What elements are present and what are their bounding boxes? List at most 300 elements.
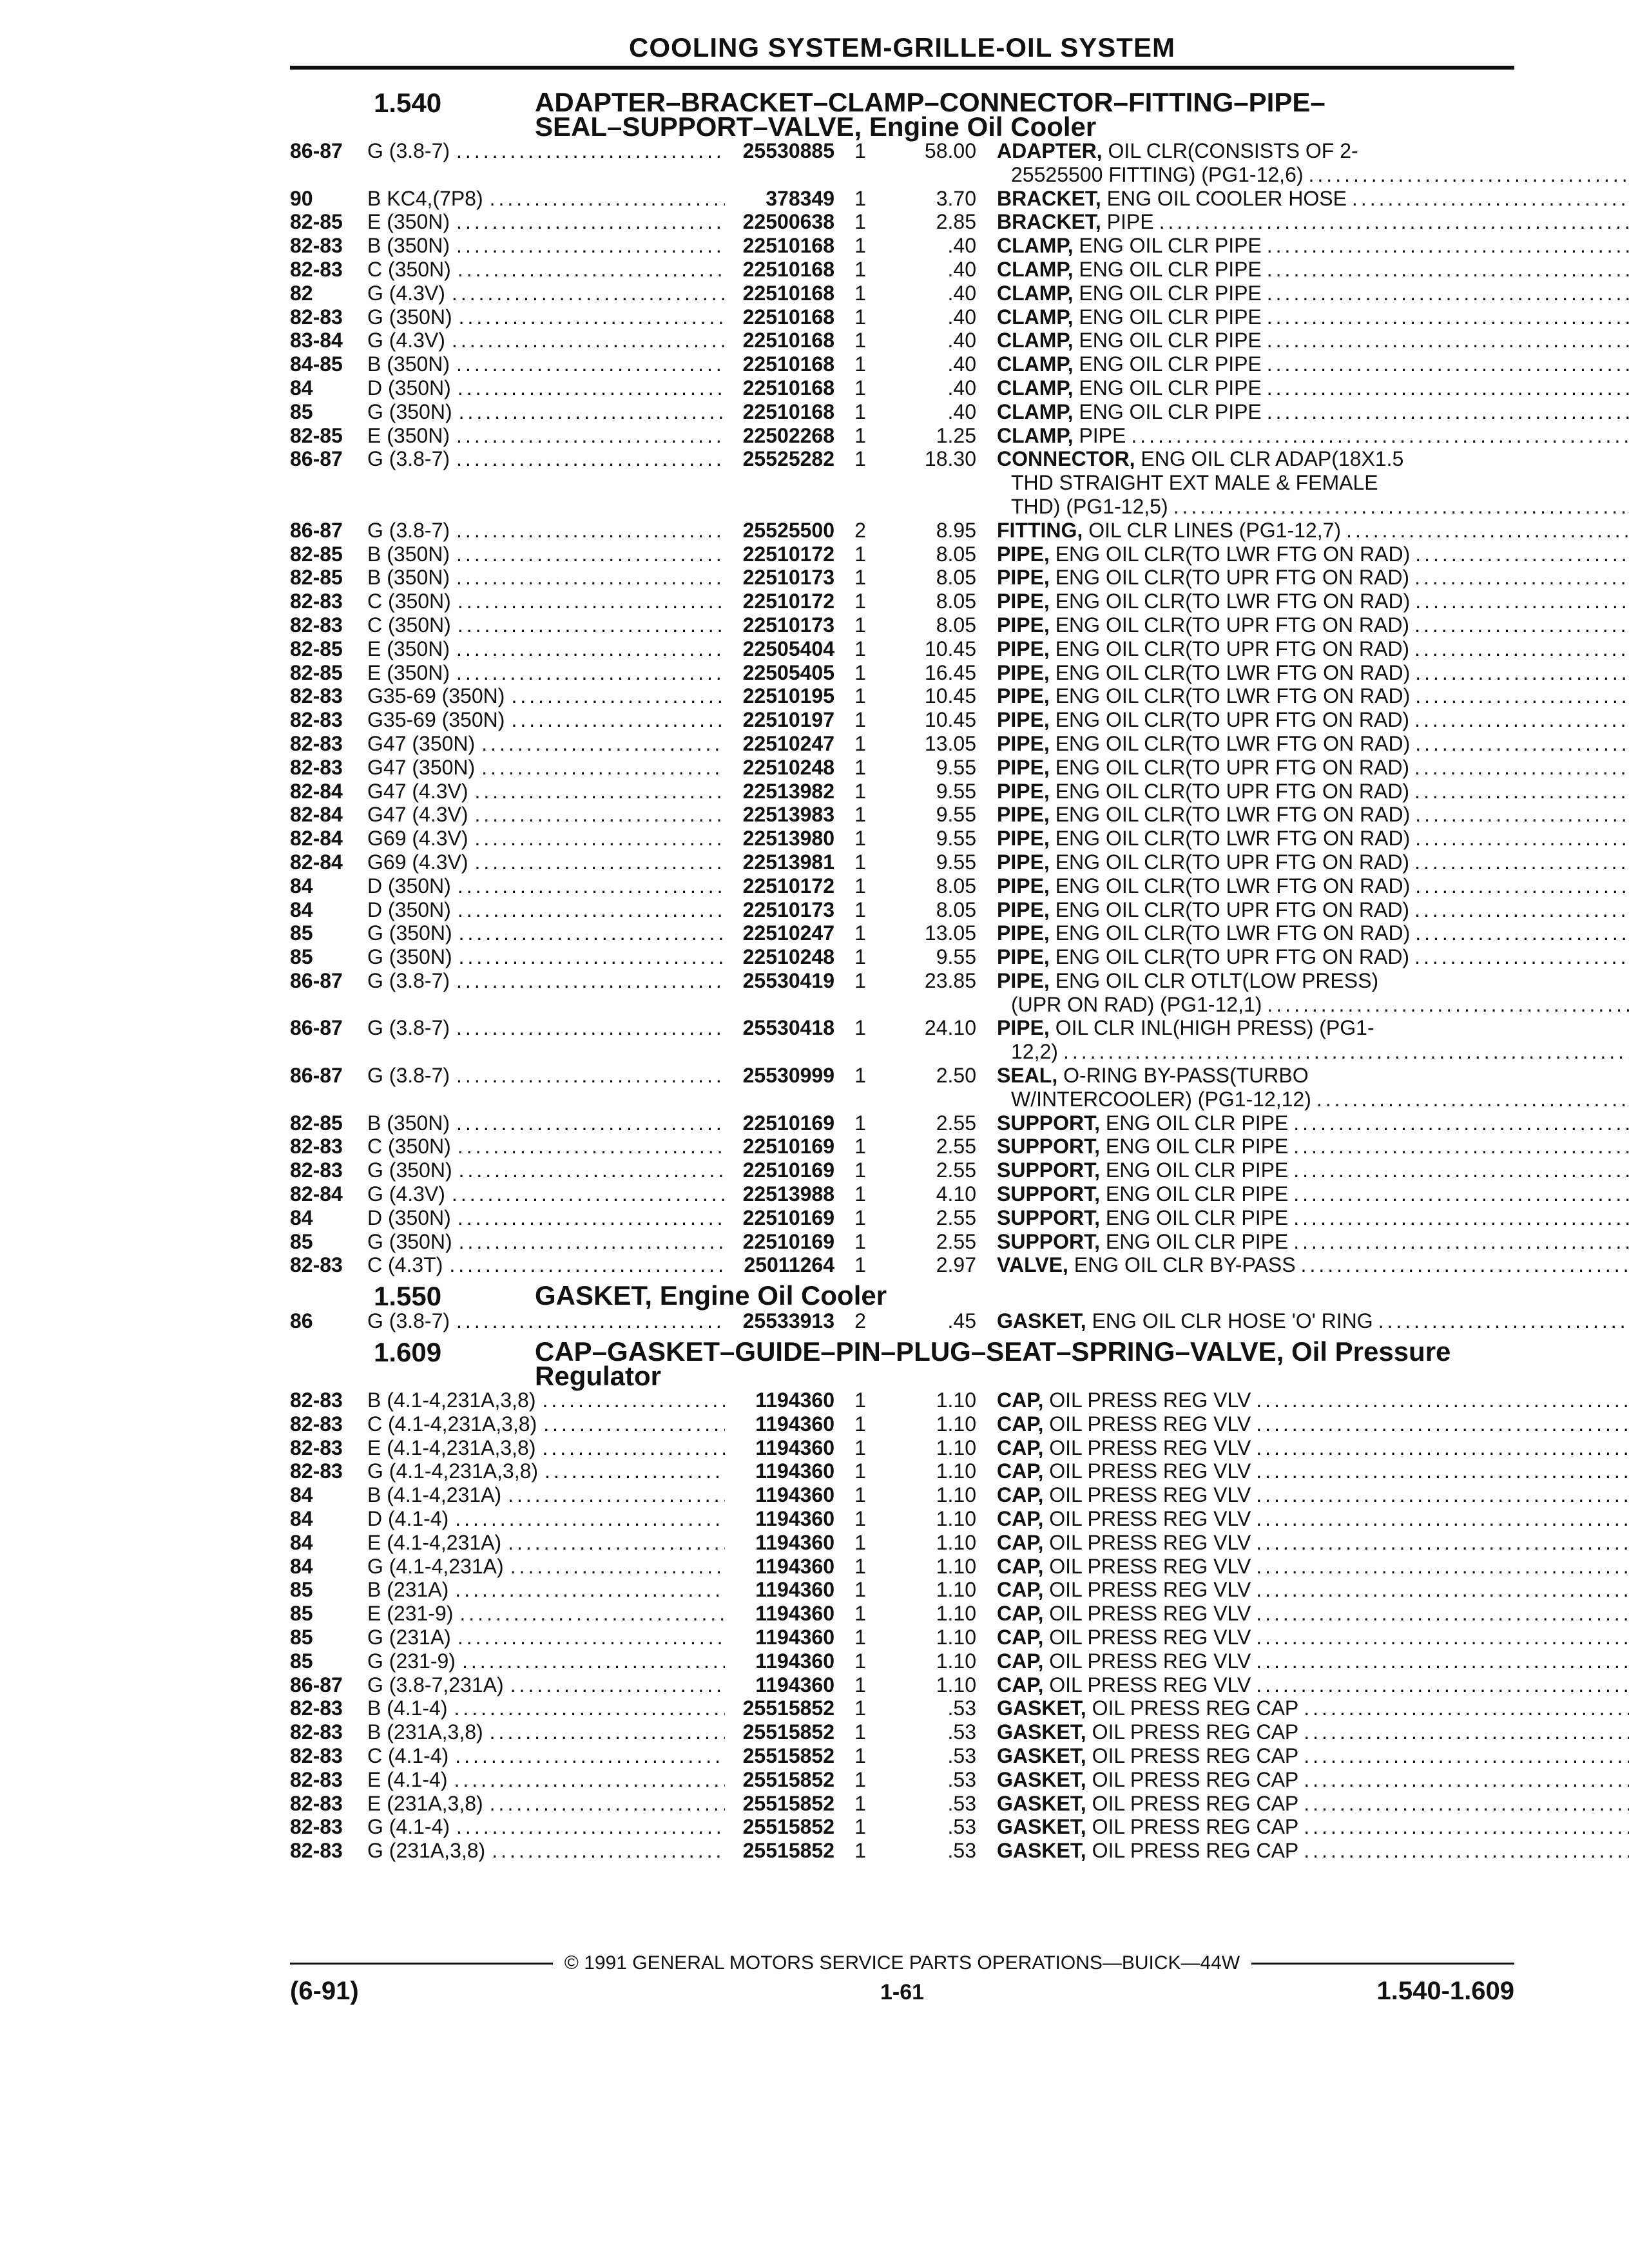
description-text: OIL PRESS REG CAP bbox=[1086, 1839, 1299, 1863]
part-number: 1194360 bbox=[755, 1554, 834, 1578]
description-line bbox=[997, 376, 1629, 400]
part-name: CAP, bbox=[997, 1507, 1044, 1531]
model-code bbox=[367, 1412, 725, 1436]
quantity: 1 bbox=[854, 1229, 866, 1253]
description-text: ENG OIL CLR PIPE bbox=[1073, 329, 1262, 352]
description-text: ENG OIL CLR(TO UPR FTG ON RAD) bbox=[1049, 637, 1410, 660]
part-number: 22513983 bbox=[742, 803, 834, 827]
part-number: 25515852 bbox=[742, 1744, 834, 1767]
leader-dots bbox=[450, 969, 725, 993]
quantity: 1 bbox=[854, 1744, 866, 1767]
part-row bbox=[290, 305, 1514, 329]
leader-dots bbox=[1058, 1040, 1629, 1064]
model-code bbox=[367, 1206, 725, 1230]
leader-dots bbox=[1298, 1768, 1629, 1792]
model-code-text: C (350N) bbox=[367, 1135, 451, 1158]
model-code-text: G (3.8-7) bbox=[367, 1309, 450, 1333]
model-years: 84 bbox=[290, 898, 313, 921]
model-years: 83-84 bbox=[290, 329, 343, 352]
part-number: 25530418 bbox=[742, 1016, 834, 1040]
price: 4.10 bbox=[936, 1182, 976, 1206]
part-row bbox=[290, 756, 1514, 780]
part-number: 22510197 bbox=[742, 708, 834, 732]
leader-dots bbox=[445, 282, 725, 305]
model-code bbox=[367, 708, 725, 732]
part-description bbox=[976, 1064, 1629, 1111]
section-title bbox=[535, 1280, 1514, 1311]
description-line bbox=[997, 1839, 1629, 1863]
model-code-text: G (350N) bbox=[367, 399, 452, 423]
section-number: 1.540 bbox=[374, 88, 442, 118]
leader-dots bbox=[1298, 1792, 1629, 1816]
part-description bbox=[976, 1483, 1629, 1507]
section-title-line: GASKET, Engine Oil Cooler bbox=[535, 1280, 887, 1311]
description-text: OIL PRESS REG VLV bbox=[1043, 1412, 1251, 1436]
model-code-text: D (4.1-4) bbox=[367, 1507, 449, 1531]
leader-dots bbox=[1251, 1602, 1629, 1626]
part-name: CAP, bbox=[997, 1483, 1044, 1507]
leader-dots bbox=[483, 1720, 725, 1744]
model-years: 82-83 bbox=[290, 1459, 343, 1483]
price: 1.10 bbox=[936, 1578, 976, 1602]
part-name: PIPE, bbox=[997, 1016, 1050, 1040]
part-number: 22510248 bbox=[742, 755, 834, 779]
part-number: 22510168 bbox=[742, 234, 834, 258]
description-line bbox=[997, 471, 1629, 495]
description-line bbox=[997, 827, 1629, 850]
price: 1.10 bbox=[936, 1436, 976, 1459]
price: 10.45 bbox=[924, 637, 976, 660]
model-code bbox=[367, 187, 725, 211]
price: .45 bbox=[947, 1309, 976, 1333]
leader-dots bbox=[483, 187, 725, 211]
model-years: 82-83 bbox=[290, 731, 343, 755]
description-line bbox=[997, 993, 1629, 1017]
part-row bbox=[290, 1309, 1514, 1333]
leader-dots bbox=[1251, 1626, 1629, 1649]
part-row bbox=[290, 1459, 1514, 1483]
model-code bbox=[367, 1230, 725, 1254]
price: .53 bbox=[947, 1720, 976, 1744]
quantity: 1 bbox=[854, 1696, 866, 1720]
part-row bbox=[290, 1389, 1514, 1412]
model-code bbox=[367, 1483, 725, 1507]
leader-dots bbox=[1262, 993, 1629, 1017]
part-row bbox=[290, 400, 1514, 424]
quantity: 1 bbox=[854, 186, 866, 210]
part-row bbox=[290, 661, 1514, 685]
part-number: 25515852 bbox=[742, 1720, 834, 1744]
part-row bbox=[290, 447, 1514, 518]
price: 2.55 bbox=[936, 1206, 976, 1229]
model-code-text: B (350N) bbox=[367, 1111, 450, 1135]
model-code-text: G (3.8-7) bbox=[367, 139, 450, 162]
part-row bbox=[290, 1507, 1514, 1531]
model-years: 85 bbox=[290, 1649, 313, 1673]
part-name: CLAMP, bbox=[997, 329, 1074, 352]
description-text: O-RING BY-PASS(TURBO bbox=[1057, 1064, 1309, 1088]
model-code bbox=[367, 1768, 725, 1792]
section-header bbox=[290, 87, 1514, 142]
model-code-text: G (3.8-7) bbox=[367, 447, 450, 471]
leader-dots bbox=[450, 1016, 725, 1040]
model-code-text: G (350N) bbox=[367, 921, 452, 945]
model-years: 84-85 bbox=[290, 352, 343, 376]
leader-dots bbox=[501, 1531, 725, 1555]
price: 10.45 bbox=[924, 684, 976, 708]
leader-dots bbox=[452, 1158, 725, 1182]
leader-dots bbox=[1410, 732, 1629, 756]
part-row bbox=[290, 590, 1514, 613]
price: 2.55 bbox=[936, 1158, 976, 1182]
leader-dots bbox=[450, 424, 725, 448]
quantity: 1 bbox=[854, 376, 866, 399]
leader-dots bbox=[451, 1206, 725, 1230]
model-code bbox=[367, 827, 725, 850]
model-code-text: G (4.3V) bbox=[367, 1182, 445, 1206]
part-number: 22510172 bbox=[742, 542, 834, 566]
model-years: 86-87 bbox=[290, 1673, 343, 1696]
leader-dots bbox=[450, 234, 725, 258]
model-years: 82-83 bbox=[290, 1839, 343, 1863]
leader-dots bbox=[1298, 1815, 1629, 1839]
quantity: 1 bbox=[854, 234, 866, 258]
part-name: PIPE, bbox=[997, 779, 1050, 803]
model-code bbox=[367, 590, 725, 613]
description-text: OIL PRESS REG VLV bbox=[1043, 1530, 1251, 1554]
price: 2.55 bbox=[936, 1135, 976, 1158]
model-years: 82-83 bbox=[290, 1767, 343, 1791]
leader-dots bbox=[450, 1111, 725, 1135]
model-code bbox=[367, 519, 725, 543]
price: .53 bbox=[947, 1839, 976, 1863]
part-description bbox=[976, 1531, 1629, 1555]
price: 8.05 bbox=[936, 613, 976, 637]
price: .53 bbox=[947, 1696, 976, 1720]
part-description bbox=[976, 1412, 1629, 1436]
part-row bbox=[290, 1649, 1514, 1673]
leader-dots bbox=[450, 1064, 725, 1088]
model-code bbox=[367, 447, 725, 471]
quantity: 1 bbox=[854, 329, 866, 352]
model-code bbox=[367, 1436, 725, 1460]
description-text: ENG OIL CLR(TO LWR FTG ON RAD) bbox=[1049, 731, 1411, 755]
price: 9.55 bbox=[936, 779, 976, 803]
model-code-text: G (350N) bbox=[367, 1229, 452, 1253]
description-line bbox=[997, 613, 1629, 637]
model-code bbox=[367, 1531, 725, 1555]
model-code bbox=[367, 329, 725, 352]
description-line bbox=[997, 447, 1629, 471]
model-code bbox=[367, 234, 725, 258]
leader-dots bbox=[1410, 921, 1629, 945]
leader-dots bbox=[443, 1253, 725, 1277]
leader-dots bbox=[451, 613, 725, 637]
model-code bbox=[367, 850, 725, 874]
model-code-text: B (4.1-4) bbox=[367, 1696, 448, 1720]
part-description bbox=[976, 898, 1629, 922]
description-line bbox=[997, 1206, 1629, 1230]
part-description bbox=[976, 329, 1629, 352]
description-line bbox=[997, 1135, 1629, 1158]
description-text: ENG OIL CLR ADAP(18X1.5 bbox=[1135, 447, 1404, 471]
header-rule bbox=[290, 66, 1514, 70]
part-number: 1194360 bbox=[755, 1436, 834, 1459]
model-code-text: G (4.1-4,231A) bbox=[367, 1554, 504, 1578]
model-code bbox=[367, 1253, 725, 1277]
part-name: PIPE, bbox=[997, 660, 1050, 684]
part-row bbox=[290, 1578, 1514, 1602]
description-line bbox=[997, 1815, 1629, 1839]
leader-dots bbox=[1409, 780, 1629, 803]
part-row bbox=[290, 1436, 1514, 1460]
part-description bbox=[976, 732, 1629, 756]
part-name: CAP, bbox=[997, 1602, 1044, 1626]
part-name: GASKET, bbox=[997, 1815, 1086, 1839]
description-text: ENG OIL COOLER HOSE bbox=[1101, 186, 1347, 210]
description-text: OIL PRESS REG CAP bbox=[1086, 1696, 1299, 1720]
price: .40 bbox=[947, 257, 976, 281]
part-number: 378349 bbox=[766, 186, 834, 210]
quantity: 1 bbox=[854, 566, 866, 590]
leader-dots bbox=[1347, 187, 1629, 211]
model-code-text: G47 (4.3V) bbox=[367, 779, 468, 803]
model-code-text: D (350N) bbox=[367, 898, 451, 921]
price: 1.10 bbox=[936, 1507, 976, 1531]
quantity: 1 bbox=[854, 1602, 866, 1626]
model-years: 82-83 bbox=[290, 305, 343, 329]
description-text: OIL PRESS REG CAP bbox=[1086, 1791, 1299, 1815]
description-line bbox=[997, 637, 1629, 661]
leader-dots bbox=[450, 519, 725, 543]
part-row bbox=[290, 1626, 1514, 1649]
part-name: CAP, bbox=[997, 1530, 1044, 1554]
section-title bbox=[535, 87, 1514, 142]
price: 9.55 bbox=[936, 850, 976, 874]
leader-dots bbox=[1410, 827, 1629, 850]
description-text: ENG OIL CLR(TO LWR FTG ON RAD) bbox=[1049, 542, 1411, 566]
part-description bbox=[976, 1016, 1629, 1064]
price: 10.45 bbox=[924, 708, 976, 732]
part-row bbox=[290, 1720, 1514, 1744]
quantity: 1 bbox=[854, 850, 866, 874]
model-years: 84 bbox=[290, 1483, 313, 1507]
leader-dots bbox=[1251, 1578, 1629, 1602]
description-line bbox=[997, 1088, 1629, 1111]
model-code bbox=[367, 1555, 725, 1579]
part-description bbox=[976, 684, 1629, 708]
description-text: THD STRAIGHT EXT MALE & FEMALE bbox=[1011, 471, 1378, 495]
description-text: ENG OIL CLR(TO LWR FTG ON RAD) bbox=[1049, 921, 1411, 945]
part-description bbox=[976, 1230, 1629, 1254]
model-years: 82-83 bbox=[290, 1744, 343, 1767]
leader-dots bbox=[451, 1626, 725, 1649]
part-name: SEAL, bbox=[997, 1064, 1058, 1088]
model-code bbox=[367, 305, 725, 329]
model-code-text: G (4.1-4,231A,3,8) bbox=[367, 1459, 539, 1483]
description-text: ENG OIL CLR(TO UPR FTG ON RAD) bbox=[1049, 850, 1410, 874]
model-years: 82-85 bbox=[290, 637, 343, 660]
price: 2.55 bbox=[936, 1229, 976, 1253]
price: .40 bbox=[947, 281, 976, 305]
description-text: ENG OIL CLR HOSE 'O' RING bbox=[1086, 1309, 1373, 1333]
model-code bbox=[367, 1016, 725, 1040]
part-name: SUPPORT, bbox=[997, 1229, 1101, 1253]
part-name: GASKET, bbox=[997, 1309, 1086, 1333]
model-years: 84 bbox=[290, 1206, 313, 1229]
part-number: 22510247 bbox=[742, 731, 834, 755]
description-line bbox=[997, 756, 1629, 780]
price: 23.85 bbox=[924, 968, 976, 992]
part-number: 1194360 bbox=[755, 1602, 834, 1626]
description-text: (UPR ON RAD) (PG1-12,1) bbox=[1011, 992, 1262, 1016]
price: 1.10 bbox=[936, 1459, 976, 1483]
model-code-text: G (231A) bbox=[367, 1626, 451, 1649]
description-line bbox=[997, 352, 1629, 376]
part-row bbox=[290, 234, 1514, 258]
part-description bbox=[976, 1436, 1629, 1460]
part-name: GASKET, bbox=[997, 1720, 1086, 1744]
quantity: 2 bbox=[854, 518, 866, 542]
model-code bbox=[367, 780, 725, 803]
model-code bbox=[367, 803, 725, 827]
description-text: OIL CLR INL(HIGH PRESS) (PG1- bbox=[1049, 1016, 1374, 1040]
part-number: 22510195 bbox=[742, 684, 834, 708]
leader-dots bbox=[483, 1792, 725, 1816]
quantity: 1 bbox=[854, 803, 866, 827]
model-code-text: B (4.1-4,231A,3,8) bbox=[367, 1389, 536, 1412]
description-text: ENG OIL CLR PIPE bbox=[1073, 234, 1262, 258]
model-years: 82-83 bbox=[290, 1696, 343, 1720]
model-years: 82-83 bbox=[290, 684, 343, 708]
quantity: 1 bbox=[854, 1436, 866, 1459]
model-years: 82-83 bbox=[290, 755, 343, 779]
part-row bbox=[290, 921, 1514, 945]
part-row bbox=[290, 874, 1514, 898]
model-code bbox=[367, 282, 725, 305]
model-years: 85 bbox=[290, 1626, 313, 1649]
model-years: 86 bbox=[290, 1309, 313, 1333]
leader-dots bbox=[448, 1744, 725, 1768]
part-name: SUPPORT, bbox=[997, 1135, 1101, 1158]
section-title-line: Regulator bbox=[535, 1361, 662, 1392]
description-text: ENG OIL CLR PIPE bbox=[1073, 376, 1262, 399]
part-number: 22510168 bbox=[742, 329, 834, 352]
part-number: 22510168 bbox=[742, 376, 834, 399]
part-name: PIPE, bbox=[997, 542, 1050, 566]
quantity: 1 bbox=[854, 1412, 866, 1436]
price: .40 bbox=[947, 329, 976, 352]
price: 8.95 bbox=[936, 518, 976, 542]
part-description bbox=[976, 1578, 1629, 1602]
leader-dots bbox=[451, 258, 725, 282]
description-text: OIL PRESS REG VLV bbox=[1043, 1436, 1251, 1459]
description-text: PIPE bbox=[1101, 210, 1154, 234]
section-title-line: CAP–GASKET–GUIDE–PIN–PLUG–SEAT–SPRING–VALVE, Oil Pressure bbox=[535, 1336, 1451, 1367]
price: 18.30 bbox=[924, 447, 976, 471]
quantity: 1 bbox=[854, 898, 866, 921]
description-line bbox=[997, 234, 1629, 258]
leader-dots bbox=[1262, 329, 1629, 352]
description-text: ENG OIL CLR PIPE bbox=[1100, 1135, 1289, 1158]
description-text: OIL PRESS REG VLV bbox=[1043, 1389, 1251, 1412]
part-description bbox=[976, 945, 1629, 969]
model-years: 82-83 bbox=[290, 1815, 343, 1839]
model-years: 82-83 bbox=[290, 1389, 343, 1412]
quantity: 1 bbox=[854, 637, 866, 660]
description-line bbox=[997, 1436, 1629, 1460]
part-description bbox=[976, 1626, 1629, 1649]
part-name: PIPE, bbox=[997, 968, 1050, 992]
description-line bbox=[997, 566, 1629, 590]
price: .40 bbox=[947, 234, 976, 258]
part-name: VALVE, bbox=[997, 1253, 1068, 1277]
description-text: ENG OIL CLR OTLT(LOW PRESS) bbox=[1049, 968, 1379, 992]
part-description bbox=[976, 1696, 1629, 1720]
part-name: PIPE, bbox=[997, 850, 1050, 874]
model-code-text: G47 (4.3V) bbox=[367, 803, 468, 827]
part-description bbox=[976, 1111, 1629, 1135]
leader-dots bbox=[448, 1507, 725, 1531]
description-text: OIL PRESS REG VLV bbox=[1043, 1507, 1251, 1531]
price: 24.10 bbox=[924, 1016, 976, 1040]
part-row bbox=[290, 708, 1514, 732]
leader-dots bbox=[445, 329, 725, 352]
description-line bbox=[997, 187, 1629, 211]
description-text: ENG OIL CLR PIPE bbox=[1073, 257, 1262, 281]
description-line bbox=[997, 1016, 1629, 1040]
part-row bbox=[290, 282, 1514, 305]
quantity: 1 bbox=[854, 945, 866, 969]
model-code-text: E (231A,3,8) bbox=[367, 1791, 483, 1815]
leader-dots bbox=[451, 1135, 725, 1158]
model-code-text: B (4.1-4,231A) bbox=[367, 1483, 502, 1507]
quantity: 1 bbox=[854, 1626, 866, 1649]
leader-dots bbox=[1311, 1088, 1629, 1111]
model-code bbox=[367, 258, 725, 282]
section-title-line: ADAPTER–BRACKET–CLAMP–CONNECTOR–FITTING–PIPE– bbox=[535, 87, 1325, 117]
model-code-text: E (4.1-4,231A,3,8) bbox=[367, 1436, 536, 1459]
description-text: 12,2) bbox=[1011, 1040, 1058, 1064]
model-years: 82-83 bbox=[290, 613, 343, 637]
model-code-text: G (231A,3,8) bbox=[367, 1839, 486, 1863]
model-years: 82-85 bbox=[290, 210, 343, 234]
part-number: 1194360 bbox=[755, 1673, 834, 1696]
model-years: 82-83 bbox=[290, 1158, 343, 1182]
part-description bbox=[976, 1309, 1629, 1333]
description-text: OIL PRESS REG VLV bbox=[1043, 1649, 1251, 1673]
part-number: 22510168 bbox=[742, 305, 834, 329]
model-code bbox=[367, 945, 725, 969]
part-name: BRACKET, bbox=[997, 186, 1101, 210]
leader-dots bbox=[1409, 566, 1629, 590]
description-text: ENG OIL CLR(TO LWR FTG ON RAD) bbox=[1049, 827, 1411, 850]
part-description bbox=[976, 187, 1629, 211]
model-code-text: E (350N) bbox=[367, 660, 450, 684]
part-row bbox=[290, 1696, 1514, 1720]
leader-dots bbox=[453, 1602, 725, 1626]
part-name: PIPE, bbox=[997, 874, 1050, 898]
part-row bbox=[290, 1555, 1514, 1579]
description-text: W/INTERCOOLER) (PG1-12,12) bbox=[1011, 1087, 1311, 1111]
part-number: 1194360 bbox=[755, 1578, 834, 1602]
description-line bbox=[997, 1555, 1629, 1579]
part-number: 25515852 bbox=[742, 1791, 834, 1815]
page-footer bbox=[290, 1952, 1514, 2006]
model-code bbox=[367, 1064, 725, 1088]
leader-dots bbox=[1409, 613, 1629, 637]
part-description bbox=[976, 921, 1629, 945]
